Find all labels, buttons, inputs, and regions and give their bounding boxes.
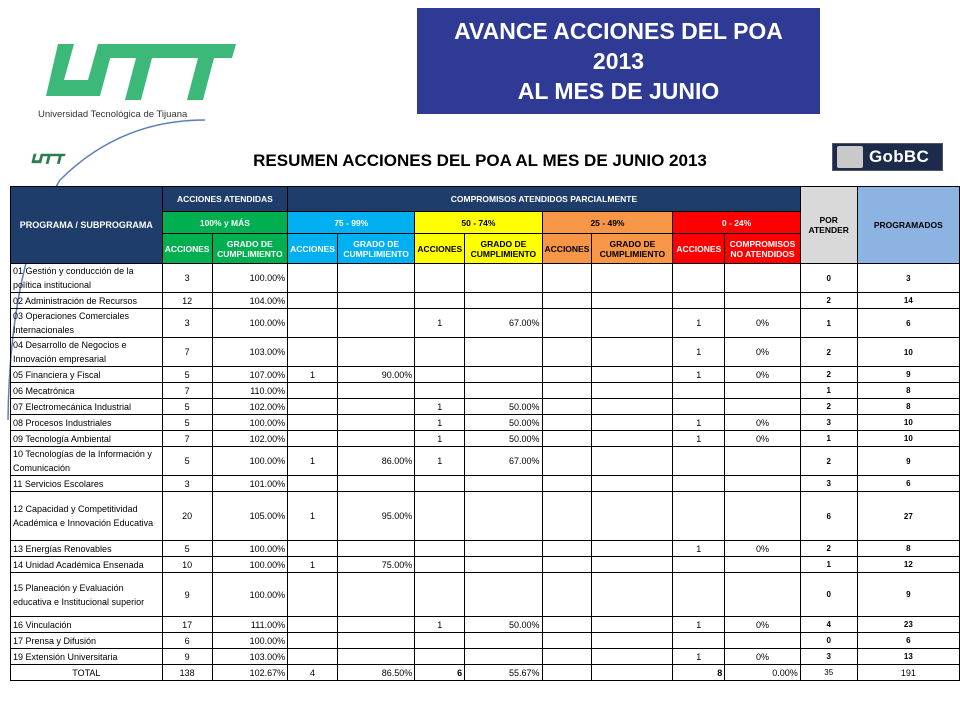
cell-g0: [725, 383, 801, 399]
cell-g50: [465, 367, 542, 383]
cell-a100: 5: [162, 415, 212, 431]
program-name-cell: 12 Capacidad y Competitividad Académica e Innovación Educativa: [11, 492, 163, 541]
total-a50: 6: [415, 665, 465, 681]
cell-g25: [592, 492, 673, 541]
cell-a75: [288, 617, 338, 633]
cell-a75: 1: [288, 557, 338, 573]
total-a25: [542, 665, 592, 681]
cell-g25: [592, 399, 673, 415]
program-name-cell: 14 Unidad Académica Ensenada: [11, 557, 163, 573]
program-name-cell: 03 Operaciones Comerciales Internacionales: [11, 309, 163, 338]
title-line-1: AVANCE ACCIONES DEL POA: [454, 18, 783, 44]
cell-g0: [725, 573, 801, 617]
cell-a25: [542, 633, 592, 649]
cell-g100: 103.00%: [212, 338, 288, 367]
cell-g25: [592, 617, 673, 633]
cell-g50: 50.00%: [465, 431, 542, 447]
cell-a0: [673, 633, 725, 649]
cell-a75: [288, 415, 338, 431]
table-title: RESUMEN ACCIONES DEL POA AL MES DE JUNIO 2013: [253, 151, 707, 170]
cell-g50: [465, 492, 542, 541]
cell-g75: 90.00%: [337, 367, 414, 383]
program-name-cell: 05 Financiera y Fiscal: [11, 367, 163, 383]
cell-a25: [542, 309, 592, 338]
cell-g100: 103.00%: [212, 649, 288, 665]
cell-g0: 0%: [725, 367, 801, 383]
cell-g75: 95.00%: [337, 492, 414, 541]
cell-a75: [288, 541, 338, 557]
cell-a25: [542, 431, 592, 447]
cell-por: 6: [800, 492, 857, 541]
cell-por: 1: [800, 383, 857, 399]
cell-g75: [337, 541, 414, 557]
cell-g0: 0%: [725, 649, 801, 665]
cell-por: 2: [800, 447, 857, 476]
cell-por: 0: [800, 264, 857, 293]
poa-summary-table: [10, 186, 960, 681]
cell-prog: 10: [857, 431, 959, 447]
cell-a100: 3: [162, 476, 212, 492]
cell-prog: 27: [857, 492, 959, 541]
table-row: [11, 476, 960, 492]
cell-a0: [673, 447, 725, 476]
cell-g75: [337, 649, 414, 665]
total-a100: 138: [162, 665, 212, 681]
cell-a0: 1: [673, 617, 725, 633]
table-row: [11, 293, 960, 309]
cell-a0: [673, 383, 725, 399]
cell-g75: [337, 633, 414, 649]
cell-g75: [337, 399, 414, 415]
cell-g75: [337, 383, 414, 399]
header-compromisos-parcial: COMPROMISOS ATENDIDOS PARCIALMENTE: [288, 187, 801, 212]
cell-g100: 100.00%: [212, 309, 288, 338]
subheader-acciones: ACCIONES: [415, 234, 465, 264]
cell-por: 1: [800, 557, 857, 573]
cell-a0: 1: [673, 415, 725, 431]
cell-g25: [592, 649, 673, 665]
cell-g0: [725, 447, 801, 476]
cell-a25: [542, 476, 592, 492]
cell-a0: [673, 476, 725, 492]
subheader-grado: GRADO DE CUMPLIMIENTO: [592, 234, 673, 264]
cell-por: 2: [800, 338, 857, 367]
cell-g50: [465, 264, 542, 293]
cell-a25: [542, 399, 592, 415]
program-name-cell: 08 Procesos Industriales: [11, 415, 163, 431]
cell-a100: 7: [162, 431, 212, 447]
total-g0: 0.00%: [725, 665, 801, 681]
cell-g25: [592, 431, 673, 447]
cell-g100: 102.00%: [212, 399, 288, 415]
cell-g25: [592, 557, 673, 573]
table-row: [11, 573, 960, 617]
range-100: 100% y MÁS: [162, 212, 287, 234]
cell-a0: 1: [673, 367, 725, 383]
cell-a75: [288, 649, 338, 665]
cell-g0: 0%: [725, 415, 801, 431]
total-label: TOTAL: [11, 665, 163, 681]
cell-g75: [337, 617, 414, 633]
cell-g50: [465, 541, 542, 557]
table-row: [11, 367, 960, 383]
cell-g25: [592, 383, 673, 399]
cell-a50: 1: [415, 617, 465, 633]
cell-g100: 100.00%: [212, 557, 288, 573]
cell-g50: 67.00%: [465, 309, 542, 338]
cell-a75: 1: [288, 367, 338, 383]
program-name-cell: 11 Servicios Escolares: [11, 476, 163, 492]
cell-a100: 5: [162, 541, 212, 557]
cell-a75: [288, 399, 338, 415]
cell-g0: 0%: [725, 617, 801, 633]
table-row: [11, 447, 960, 476]
cell-a50: 1: [415, 399, 465, 415]
cell-g0: 0%: [725, 431, 801, 447]
program-name-cell: 10 Tecnologías de la Información y Comunicación: [11, 447, 163, 476]
cell-g0: [725, 264, 801, 293]
program-name-cell: 15 Planeación y Evaluación educativa e Institucional superior: [11, 573, 163, 617]
subheader-grado: GRADO DE CUMPLIMIENTO: [337, 234, 414, 264]
table-row: [11, 633, 960, 649]
cell-g0: [725, 557, 801, 573]
cell-a50: [415, 557, 465, 573]
cell-a100: 12: [162, 293, 212, 309]
program-name-cell: 06 Mecatrónica: [11, 383, 163, 399]
cell-g100: 100.00%: [212, 573, 288, 617]
slide-title-box: [417, 8, 820, 114]
cell-prog: 3: [857, 264, 959, 293]
cell-a50: [415, 649, 465, 665]
cell-por: 1: [800, 431, 857, 447]
cell-a0: 1: [673, 338, 725, 367]
cell-g25: [592, 633, 673, 649]
table-row: [11, 399, 960, 415]
total-g75: 86.50%: [337, 665, 414, 681]
cell-g50: [465, 573, 542, 617]
total-por: 35: [800, 665, 857, 681]
cell-a100: 3: [162, 264, 212, 293]
cell-a25: [542, 492, 592, 541]
cell-a100: 9: [162, 649, 212, 665]
cell-prog: 10: [857, 338, 959, 367]
program-name-cell: 07 Electromecánica Industrial: [11, 399, 163, 415]
cell-prog: 8: [857, 399, 959, 415]
cell-a100: 3: [162, 309, 212, 338]
cell-por: 4: [800, 617, 857, 633]
cell-a75: [288, 476, 338, 492]
cell-a0: [673, 573, 725, 617]
cell-por: 0: [800, 633, 857, 649]
cell-prog: 13: [857, 649, 959, 665]
cell-a75: [288, 431, 338, 447]
range-25: 25 - 49%: [542, 212, 673, 234]
cell-por: 3: [800, 476, 857, 492]
cell-a50: [415, 383, 465, 399]
cell-a100: 6: [162, 633, 212, 649]
cell-prog: 12: [857, 557, 959, 573]
cell-g50: [465, 557, 542, 573]
cell-prog: 14: [857, 293, 959, 309]
cell-prog: 6: [857, 476, 959, 492]
table-row: [11, 338, 960, 367]
gobbc-logo: [832, 143, 943, 171]
cell-a100: 10: [162, 557, 212, 573]
cell-g75: [337, 309, 414, 338]
total-row: [11, 665, 960, 681]
cell-por: 0: [800, 573, 857, 617]
cell-prog: 8: [857, 541, 959, 557]
program-name-cell: 09 Tecnología Ambiental: [11, 431, 163, 447]
cell-g100: 100.00%: [212, 447, 288, 476]
cell-a25: [542, 367, 592, 383]
cell-g25: [592, 264, 673, 293]
header-acciones-atendidas: ACCIONES ATENDIDAS: [162, 187, 287, 212]
cell-por: 3: [800, 649, 857, 665]
table-row: [11, 557, 960, 573]
cell-g100: 111.00%: [212, 617, 288, 633]
cell-g75: [337, 338, 414, 367]
cell-g100: 100.00%: [212, 633, 288, 649]
total-prog: 191: [857, 665, 959, 681]
cell-g50: 67.00%: [465, 447, 542, 476]
cell-g50: [465, 293, 542, 309]
cell-por: 3: [800, 415, 857, 431]
utt-logo-mark: [38, 40, 238, 106]
total-a0: 8: [673, 665, 725, 681]
cell-a75: 1: [288, 447, 338, 476]
range-50: 50 - 74%: [415, 212, 542, 234]
header-programados: PROGRAMADOS: [857, 187, 959, 264]
cell-a100: 7: [162, 383, 212, 399]
cell-a75: [288, 309, 338, 338]
range-0: 0 - 24%: [673, 212, 800, 234]
cell-g100: 105.00%: [212, 492, 288, 541]
cell-g0: [725, 476, 801, 492]
cell-a100: 5: [162, 447, 212, 476]
cell-g0: 0%: [725, 541, 801, 557]
cell-a75: [288, 264, 338, 293]
cell-a0: [673, 557, 725, 573]
cell-a25: [542, 415, 592, 431]
cell-g25: [592, 338, 673, 367]
title-line-2: 2013: [592, 48, 645, 74]
cell-prog: 6: [857, 309, 959, 338]
cell-a50: 1: [415, 309, 465, 338]
gobbc-logo-text: GobBC: [869, 147, 930, 166]
cell-a25: [542, 617, 592, 633]
cell-por: 2: [800, 293, 857, 309]
cell-por: 1: [800, 309, 857, 338]
cell-g50: [465, 649, 542, 665]
cell-g75: [337, 573, 414, 617]
cell-g100: 110.00%: [212, 383, 288, 399]
cell-a0: 1: [673, 309, 725, 338]
program-name-cell: 19 Extensión Universitaria: [11, 649, 163, 665]
cell-g100: 107.00%: [212, 367, 288, 383]
cell-a50: [415, 633, 465, 649]
program-name-cell: 02 Administración de Recursos: [11, 293, 163, 309]
cell-prog: 6: [857, 633, 959, 649]
header-programa: PROGRAMA / SUBPROGRAMA: [11, 187, 163, 264]
program-name-cell: 17 Prensa y Difusión: [11, 633, 163, 649]
cell-a75: [288, 293, 338, 309]
cell-g0: [725, 293, 801, 309]
table-row: [11, 541, 960, 557]
cell-prog: 23: [857, 617, 959, 633]
utt-logo: [38, 40, 238, 130]
title-line-3: AL MES DE JUNIO: [517, 78, 720, 104]
subheader-no-atendidos: COMPROMISOS NO ATENDIDOS: [725, 234, 801, 264]
cell-g75: [337, 415, 414, 431]
cell-g25: [592, 293, 673, 309]
subheader-acciones: ACCIONES: [162, 234, 212, 264]
utt-small-logo: [30, 146, 66, 172]
cell-g100: 104.00%: [212, 293, 288, 309]
table-row: [11, 649, 960, 665]
cell-a50: [415, 293, 465, 309]
cell-g50: [465, 383, 542, 399]
program-name-cell: 13 Energías Renovables: [11, 541, 163, 557]
cell-a50: [415, 476, 465, 492]
cell-g100: 100.00%: [212, 264, 288, 293]
cell-a50: [415, 541, 465, 557]
cell-prog: 8: [857, 383, 959, 399]
cell-a25: [542, 541, 592, 557]
program-name-cell: 04 Desarrollo de Negocios e Innovación empresarial: [11, 338, 163, 367]
cell-g25: [592, 309, 673, 338]
cell-a75: [288, 338, 338, 367]
cell-a75: [288, 383, 338, 399]
table-row: [11, 383, 960, 399]
table-row: [11, 415, 960, 431]
program-name-cell: 16 Vinculación: [11, 617, 163, 633]
cell-prog: 10: [857, 415, 959, 431]
cell-a25: [542, 573, 592, 617]
program-name-cell: 01 Gestión y conducción de la política institucional: [11, 264, 163, 293]
total-g50: 55.67%: [465, 665, 542, 681]
cell-a25: [542, 383, 592, 399]
cell-a25: [542, 557, 592, 573]
cell-g75: [337, 431, 414, 447]
cell-a75: 1: [288, 492, 338, 541]
cell-g0: [725, 399, 801, 415]
cell-a25: [542, 649, 592, 665]
cell-g50: [465, 633, 542, 649]
cell-a100: 17: [162, 617, 212, 633]
cell-a100: 5: [162, 399, 212, 415]
total-g100: 102.67%: [212, 665, 288, 681]
subheader-grado: GRADO DE CUMPLIMIENTO: [465, 234, 542, 264]
cell-g0: 0%: [725, 338, 801, 367]
cell-g0: [725, 492, 801, 541]
logo-subtitle: Universidad Tecnológica de Tijuana: [38, 109, 188, 120]
table-row: [11, 492, 960, 541]
cell-a100: 9: [162, 573, 212, 617]
subheader-acciones: ACCIONES: [288, 234, 338, 264]
cell-a100: 5: [162, 367, 212, 383]
cell-g0: [725, 633, 801, 649]
cell-g50: 50.00%: [465, 415, 542, 431]
cell-a50: [415, 573, 465, 617]
cell-a25: [542, 293, 592, 309]
cell-g50: 50.00%: [465, 399, 542, 415]
cell-g100: 100.00%: [212, 415, 288, 431]
cell-a0: [673, 264, 725, 293]
cell-g25: [592, 447, 673, 476]
cell-a100: 20: [162, 492, 212, 541]
table-row: [11, 264, 960, 293]
cell-g75: [337, 293, 414, 309]
cell-g75: 86.00%: [337, 447, 414, 476]
table-row: [11, 617, 960, 633]
cell-a25: [542, 447, 592, 476]
cell-g0: 0%: [725, 309, 801, 338]
cell-g25: [592, 415, 673, 431]
cell-por: 2: [800, 367, 857, 383]
cell-por: 2: [800, 399, 857, 415]
cell-a0: 1: [673, 431, 725, 447]
cell-a25: [542, 338, 592, 367]
table-row: [11, 309, 960, 338]
cell-a0: [673, 293, 725, 309]
header-por-atender: POR ATENDER: [800, 187, 857, 264]
cell-g25: [592, 367, 673, 383]
subheader-acciones: ACCIONES: [673, 234, 725, 264]
cell-g25: [592, 541, 673, 557]
cell-g100: 102.00%: [212, 431, 288, 447]
cell-prog: 9: [857, 367, 959, 383]
cell-a0: [673, 492, 725, 541]
subheader-acciones: ACCIONES: [542, 234, 592, 264]
cell-g50: [465, 476, 542, 492]
cell-prog: 9: [857, 573, 959, 617]
cell-a75: [288, 633, 338, 649]
subheader-grado: GRADO DE CUMPLIMIENTO: [212, 234, 288, 264]
cell-a50: 1: [415, 415, 465, 431]
cell-g25: [592, 573, 673, 617]
cell-a0: [673, 399, 725, 415]
cell-a100: 7: [162, 338, 212, 367]
cell-g50: 50.00%: [465, 617, 542, 633]
cell-g100: 100.00%: [212, 541, 288, 557]
cell-g75: [337, 476, 414, 492]
cell-a75: [288, 573, 338, 617]
cell-a25: [542, 264, 592, 293]
cell-por: 2: [800, 541, 857, 557]
total-g25: [592, 665, 673, 681]
state-seal-icon: [837, 146, 863, 168]
cell-a0: 1: [673, 649, 725, 665]
cell-g75: 75.00%: [337, 557, 414, 573]
cell-a50: [415, 367, 465, 383]
cell-a50: 1: [415, 447, 465, 476]
cell-g75: [337, 264, 414, 293]
cell-a50: [415, 338, 465, 367]
cell-g25: [592, 476, 673, 492]
total-a75: 4: [288, 665, 338, 681]
cell-a50: [415, 492, 465, 541]
cell-g100: 101.00%: [212, 476, 288, 492]
cell-a0: 1: [673, 541, 725, 557]
cell-g50: [465, 338, 542, 367]
range-75: 75 - 99%: [288, 212, 415, 234]
cell-prog: 9: [857, 447, 959, 476]
cell-a50: 1: [415, 431, 465, 447]
cell-a50: [415, 264, 465, 293]
table-row: [11, 431, 960, 447]
